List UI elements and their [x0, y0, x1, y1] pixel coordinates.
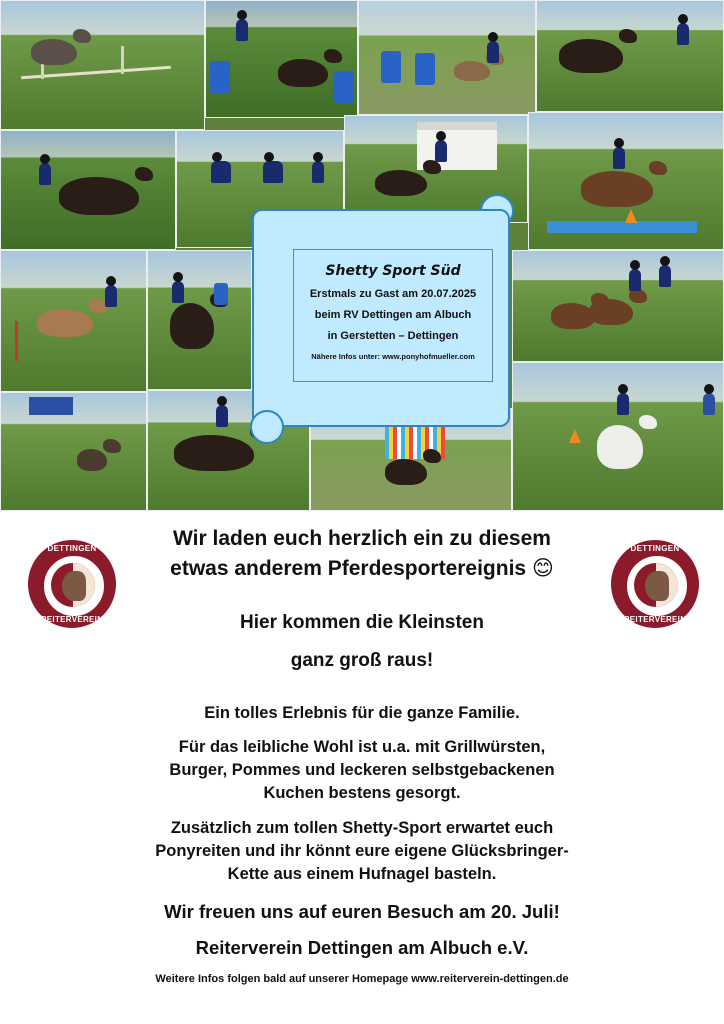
logo-top-text: DETTINGEN [47, 544, 97, 553]
club-logo-right [611, 540, 699, 628]
logo-top-text: DETTINGEN [630, 544, 680, 553]
invitation-heading [130, 524, 594, 584]
logo-bottom-text: REITERVEREIN [40, 615, 104, 624]
logo-bottom-text: REITERVEREIN [623, 615, 687, 624]
photo-tent-carriage [0, 392, 147, 511]
photo-black-pony-rider [147, 250, 252, 390]
catering-line-1: Für das leibliche Wohl ist u.a. mit Grillwürsten, [178, 738, 546, 756]
extras-line-3: Kette aus einem Hufnagel basteln. [227, 865, 497, 883]
kleinsten-line-2: ganz groß raus! [290, 650, 434, 671]
footer-homepage: Weitere Infos folgen bald auf unserer Homepage www.reiterverein-dettingen.de [155, 973, 569, 985]
extras-line-2: Ponyreiten und ihr könnt eure eigene Glücksbringer- [155, 842, 569, 860]
photo-barrel-pony [358, 0, 536, 115]
invitation-line-1: Wir laden euch herzlich ein zu diesem [173, 527, 551, 550]
catering-paragraph [100, 736, 624, 805]
banner-line-location: in Gerstetten – Dettingen [327, 330, 459, 342]
photo-double-carriage [512, 250, 724, 362]
photo-carriage-driving [205, 0, 358, 118]
banner-info: Nähere Infos unter: www.ponyhofmueller.com [311, 352, 475, 361]
photo-pony-blue-mat [528, 112, 724, 250]
family-line: Ein tolles Erlebnis für die ganze Familie. [204, 704, 520, 722]
catering-line-2: Burger, Pommes und leckeren selbstgebackenen [169, 761, 555, 779]
banner-line-venue: beim RV Dettingen am Albuch [314, 309, 472, 321]
horse-head-icon [634, 563, 678, 607]
banner-title: Shetty Sport Süd [325, 263, 461, 279]
kleinsten-line-1: Hier kommen die Kleinsten [240, 612, 484, 633]
extras-line-1: Zusätzlich zum tollen Shetty-Sport erwartet euch [170, 819, 554, 837]
club-logo-left [28, 540, 116, 628]
horse-head-icon [51, 563, 95, 607]
photo-cart-black-pony [0, 130, 176, 250]
event-banner-content [293, 249, 493, 382]
club-name: Reiterverein Dettingen am Albuch e.V. [195, 937, 529, 958]
visit-line: Wir freuen uns auf euren Besuch am 20. Juli! [164, 901, 560, 922]
catering-line-3: Kuchen bestens gesorgt. [263, 784, 461, 802]
photo-pony-jump-crowd [0, 250, 147, 392]
photo-sulky-driving [536, 0, 724, 112]
photo-white-pony-rider [512, 362, 724, 511]
scroll-curl-bottom [250, 410, 284, 444]
photo-pony-jumping [0, 0, 205, 130]
banner-line-date: Erstmals zu Gast am 20.07.2025 [309, 288, 477, 300]
extras-paragraph [100, 817, 624, 886]
invitation-line-2: etwas anderem Pferdesportereignis 😊 [170, 557, 554, 580]
